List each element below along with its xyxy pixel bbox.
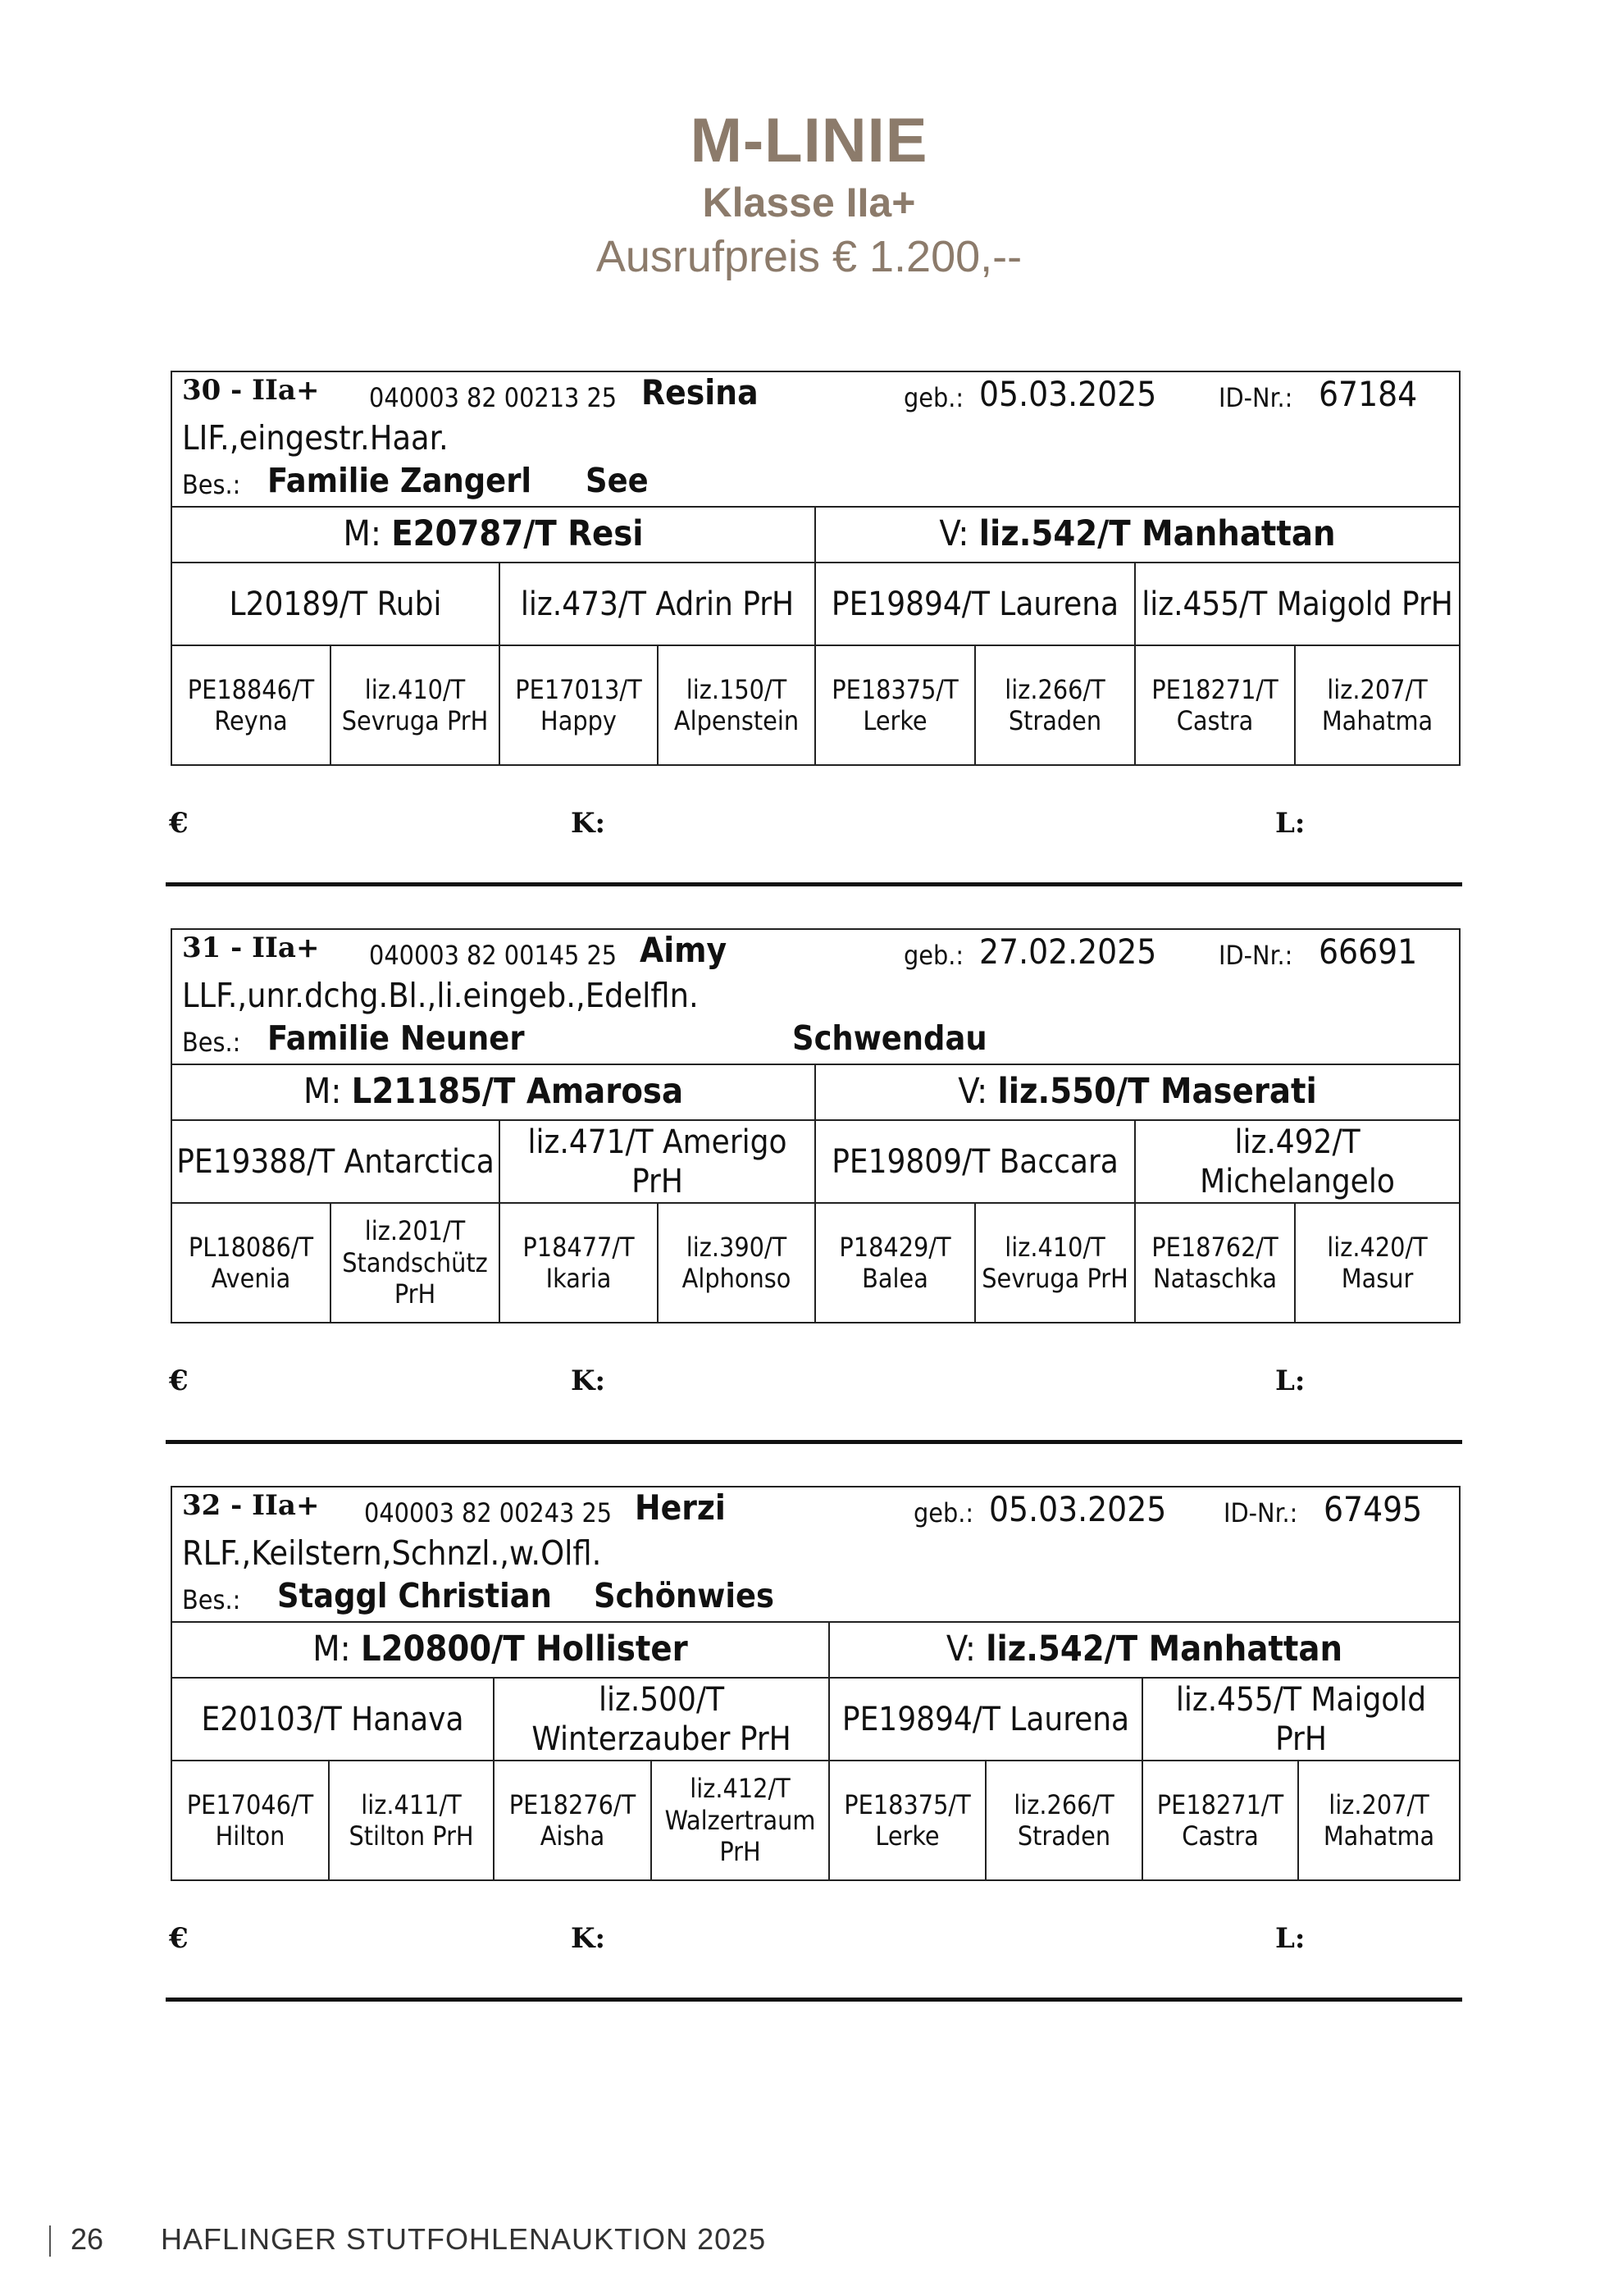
great-grandparent-cell: PE18276/T Aisha — [495, 1761, 652, 1879]
grandparent-cell: PE19388/T Antarctica — [172, 1121, 500, 1202]
markings: LIF.,eingestr.Haar. — [182, 418, 449, 458]
great-grandparent-cell: PE18271/T Castra — [1143, 1761, 1299, 1879]
great-grandparent-cell: PE18846/T Reyna — [172, 646, 331, 764]
owner-name: Familie Neuner — [267, 1018, 525, 1058]
footer-bar — [49, 2225, 51, 2257]
euro-label: € — [169, 1364, 189, 1397]
grandparent-cell: liz.492/T Michelangelo — [1200, 1123, 1395, 1200]
parents-row — [172, 1623, 1459, 1679]
grandparent-cell: PE19894/T Laurena — [830, 1679, 1143, 1760]
father-cell: V: liz.550/T Maserati — [958, 1071, 1317, 1113]
great-grandparent-cell: PE18375/T Lerke — [830, 1761, 987, 1879]
lot-card — [171, 1486, 1461, 1881]
id-number: 67495 — [1324, 1489, 1423, 1529]
great-grandparent-cell: liz.207/T Mahatma — [1321, 673, 1433, 736]
life-number: 040003 82 00243 25 — [364, 1497, 613, 1528]
great-grandparent-cell: PE18375/T Lerke — [816, 646, 976, 764]
euro-label: € — [169, 1922, 189, 1955]
grandparent-cell: liz.500/T Winterzauber PrH — [495, 1679, 830, 1760]
owner-name: Familie Zangerl — [267, 461, 532, 500]
id-label: ID-Nr.: — [1219, 940, 1293, 971]
lot-number: 30 - IIa+ — [182, 374, 320, 407]
footer-title: HAFLINGER STUTFOHLENAUKTION 2025 — [161, 2222, 767, 2256]
great-grandparents-row — [172, 1761, 1459, 1879]
parents-row — [172, 508, 1459, 563]
birth-label: geb.: — [904, 382, 964, 413]
page-title: M-LINIE — [690, 106, 928, 175]
divider — [166, 1998, 1462, 2002]
id-label: ID-Nr.: — [1219, 382, 1293, 413]
grandparents-row — [172, 563, 1459, 646]
k-label: K: — [571, 1922, 606, 1955]
owner-place: See — [586, 461, 649, 500]
birth-label: geb.: — [904, 940, 964, 971]
foal-name: Herzi — [635, 1487, 726, 1528]
great-grandparent-cell: PE18762/T Nataschka — [1136, 1204, 1296, 1322]
great-grandparent-cell: P18477/T Ikaria — [500, 1204, 659, 1322]
page-number: 26 — [71, 2222, 104, 2256]
grandparent-cell: E20103/T Hanava — [172, 1679, 495, 1760]
great-grandparent-cell: liz.420/T Masur — [1327, 1231, 1428, 1294]
markings: RLF.,Keilstern,Schnzl.,w.Olfl. — [182, 1533, 602, 1573]
grandparent-cell: PE19809/T Baccara — [816, 1121, 1136, 1202]
owner-label: Bes.: — [182, 1584, 241, 1615]
euro-label: € — [169, 807, 189, 840]
class-subtitle: Klasse IIa+ — [702, 180, 916, 226]
great-grandparent-cell: liz.412/T Walzertraum PrH — [652, 1761, 830, 1879]
parents-row — [172, 1065, 1459, 1121]
great-grandparent-cell: liz.201/T Standschütz PrH — [331, 1204, 500, 1322]
id-number: 66691 — [1319, 932, 1418, 972]
great-grandparent-cell: liz.390/T Alphonso — [659, 1204, 816, 1322]
k-label: K: — [571, 807, 606, 840]
lot-header — [172, 1487, 1459, 1623]
starting-price: Ausrufpreis € 1.200,-- — [595, 232, 1023, 281]
lot-number: 31 - IIa+ — [182, 932, 320, 964]
lot-card — [171, 928, 1461, 1323]
l-label: L: — [1275, 1922, 1306, 1955]
birth-date: 27.02.2025 — [979, 932, 1157, 972]
great-grandparent-cell: P18429/T Balea — [816, 1204, 976, 1322]
great-grandparent-cell: liz.410/T Sevruga PrH — [976, 1204, 1136, 1322]
great-grandparent-cell: PE17046/T Hilton — [172, 1761, 330, 1879]
grandparent-cell: liz.455/T Maigold PrH — [1142, 585, 1453, 623]
grandparent-cell: liz.471/T Amerigo PrH — [500, 1121, 816, 1202]
grandparent-cell: liz.455/T Maigold PrH — [1175, 1680, 1427, 1758]
mother-cell: M: L21185/T Amarosa — [172, 1065, 816, 1119]
birth-date: 05.03.2025 — [979, 374, 1157, 414]
great-grandparent-cell: liz.266/T Straden — [987, 1761, 1143, 1879]
birth-label: geb.: — [914, 1497, 974, 1528]
great-grandparent-cell: liz.150/T Alpenstein — [659, 646, 816, 764]
great-grandparents-row — [172, 646, 1459, 764]
foal-name: Aimy — [640, 930, 727, 970]
grandparent-cell: liz.473/T Adrin PrH — [500, 563, 816, 645]
owner-label: Bes.: — [182, 1027, 241, 1058]
l-label: L: — [1275, 1364, 1306, 1397]
lot-number: 32 - IIa+ — [182, 1489, 320, 1522]
owner-place: Schönwies — [594, 1576, 774, 1615]
k-label: K: — [571, 1364, 606, 1397]
great-grandparent-cell: liz.266/T Straden — [976, 646, 1136, 764]
great-grandparent-cell: liz.411/T Stilton PrH — [330, 1761, 495, 1879]
great-grandparent-cell: PL18086/T Avenia — [172, 1204, 331, 1322]
great-grandparent-cell: PE17013/T Happy — [500, 646, 659, 764]
life-number: 040003 82 00145 25 — [369, 940, 618, 971]
foal-name: Resina — [641, 372, 759, 412]
great-grandparent-cell: liz.410/T Sevruga PrH — [331, 646, 500, 764]
divider — [166, 882, 1462, 886]
father-cell: V: liz.542/T Manhattan — [939, 513, 1336, 555]
id-label: ID-Nr.: — [1224, 1497, 1298, 1528]
lot-card — [171, 371, 1461, 766]
lot-header — [172, 372, 1459, 508]
id-number: 67184 — [1319, 374, 1418, 414]
grandparent-cell: L20189/T Rubi — [172, 563, 500, 645]
father-cell: V: liz.542/T Manhattan — [946, 1629, 1343, 1670]
great-grandparent-cell: PE18271/T Castra — [1136, 646, 1296, 764]
l-label: L: — [1275, 807, 1306, 840]
birth-date: 05.03.2025 — [989, 1489, 1167, 1529]
owner-place: Schwendau — [792, 1018, 987, 1058]
divider — [166, 1440, 1462, 1444]
owner-name: Staggl Christian — [277, 1576, 552, 1615]
great-grandparents-row — [172, 1204, 1459, 1322]
owner-label: Bes.: — [182, 469, 241, 500]
great-grandparent-cell: liz.207/T Mahatma — [1323, 1788, 1435, 1852]
markings: LLF.,unr.dchg.Bl.,li.eingeb.,Edelfln. — [182, 976, 699, 1015]
mother-cell: M: L20800/T Hollister — [172, 1623, 830, 1677]
grandparents-row — [172, 1121, 1459, 1204]
lot-header — [172, 930, 1459, 1065]
mother-cell: M: E20787/T Resi — [172, 508, 816, 562]
grandparents-row — [172, 1679, 1459, 1761]
grandparent-cell: PE19894/T Laurena — [816, 563, 1136, 645]
life-number: 040003 82 00213 25 — [369, 382, 618, 413]
